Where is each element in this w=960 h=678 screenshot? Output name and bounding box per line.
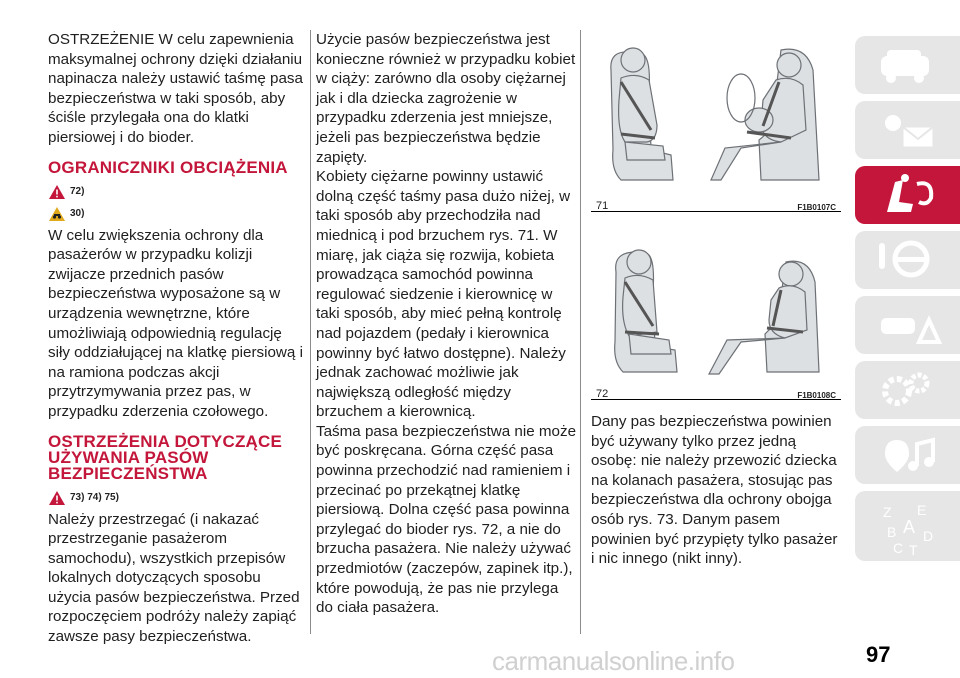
watermark: carmanualsonline.info — [492, 646, 735, 676]
section-heading-belt-warnings: OSTRZEŻENIA DOTYCZĄCE UŻYWANIA PASÓW BEZPIECZEŃSTWA — [48, 431, 283, 483]
section-heading-load-limiters: OGRANICZNIKI OBCIĄŻENIA — [48, 157, 288, 177]
body-paragraph: Użycie pasów bezpieczeństwa jest konieczne również w przypadku kobiet w ciąży: zarówno dla osoby ciężarnej jak i dla dziecka zagrożenie w przypadku zderzenia jest mniejsze, jeżeli pas bezpieczeństwa będzie zapięty. — [316, 31, 576, 166]
pregnant-driver-illustration — [591, 30, 841, 200]
warning-paragraph: OSTRZEŻENIE W celu zapewnienia maksymalnej ochrony dzięki działaniu napinacza należy ustawić taśmę pasa bezpieczeństwa w taki sposób, aby ściśle przylegała ona do klatki piersiowej i do bioder. — [48, 31, 303, 146]
tab-safety[interactable] — [855, 166, 960, 224]
seat-airbag-icon — [873, 172, 943, 218]
figure-caption: 72 F1B0108C — [591, 388, 841, 400]
car-dashboard-icon — [873, 42, 943, 88]
tab-car-dashboard[interactable] — [855, 36, 960, 94]
red-warning-triangle-icon — [48, 490, 66, 506]
index-letters-icon — [873, 497, 943, 557]
body-paragraph: W celu zwiększenia ochrony dla pasażerów w przypadku kolizji zwijacze przednich pasów bezpieczeństwa wyposażone są w urządzenia wewnętrzne, które umożliwiają odpowiednią regulację siły oddziałującej na klatkę piersiową i na ramiona podczas akcji przytrzymywania przez pas, w przypadku zderzenia czołowego. — [48, 226, 303, 420]
svg-text:B: B — [887, 524, 897, 540]
figure-72 — [591, 222, 841, 406]
steering-wheel-icon — [873, 237, 943, 283]
warning-reference: 72) — [48, 182, 306, 202]
svg-text:C: C — [893, 540, 904, 556]
svg-text:D: D — [923, 528, 934, 544]
body-paragraph: Należy przestrzegać (i nakazać przestrzeganie pasażerom samochodu), wszystkich przepisów lokalnych dotyczących sposobu użycia pasów bezpieczeństwa. Przed rozpoczęciem podróży należy zapiąć zawsze pasy bezpieczeństwa. — [48, 510, 300, 646]
svg-text:E: E — [917, 502, 927, 518]
tab-index[interactable] — [855, 491, 960, 561]
body-paragraph: Dany pas bezpieczeństwa powinien być używany tylko przez jedną osobę: nie należy przewozić dziecka na kolanach pasażera, stosując pas bezpieczeństwa dla ochrony obojga osób rys. 73. Danym pasem powinien być przypięty tylko pasażer i nic innego (nikt inny). — [591, 413, 838, 568]
breakdown-triangle-icon — [873, 302, 943, 348]
text-column-3 — [591, 412, 841, 569]
body-paragraph: Kobiety ciężarne powinny ustawić dolną część taśmy pasa dużo niżej, w taki sposób aby przechodziła nad miednicą i pod brzuchem rys. 71. W miarę, jak ciąża się rozwija, kobieta prowadząca samochód powinna regulować siedzenie i kierownicę w taki sposób, aby mieć pełną kontrolę nad pojazdem (pedały i kierownica powinny być łatwo dostępne). Należy jednak zachować możliwie jak największą odległość między brzuchem a kierownicą. — [316, 168, 571, 421]
multimedia-icon — [873, 432, 943, 478]
column-divider — [310, 30, 311, 634]
body-paragraph: Taśma pasa bezpieczeństwa nie może być poskręcana. Górna część pasa powinna przechodzić nad ramieniem i przecinać po przekątnej klatkę piersiową. Dolna część pasa powinna przylegać do bioder rys. 72, a nie do brzucha pasażera. Nie należy używać przedmiotów (zaczepów, zapinek itp.), które powodują, że pas nie przylega do ciała pasażera. — [316, 422, 577, 617]
warning-lights-icon — [873, 107, 943, 153]
page-number: 97 — [866, 642, 891, 667]
tab-emergency[interactable] — [855, 296, 960, 354]
red-warning-triangle-icon — [48, 184, 66, 200]
yellow-caution-icon — [48, 206, 66, 222]
text-column-1 — [48, 30, 306, 647]
tab-warning-lights[interactable] — [855, 101, 960, 159]
svg-text:Z: Z — [883, 504, 892, 520]
tab-multimedia[interactable] — [855, 426, 960, 484]
text-column-2 — [316, 30, 578, 618]
tab-maintenance[interactable] — [855, 361, 960, 419]
caution-reference: 30) — [48, 204, 306, 224]
maintenance-gears-icon — [873, 367, 943, 413]
column-divider — [580, 30, 581, 634]
svg-text:A: A — [903, 517, 916, 537]
seatbelt-position-illustration — [591, 222, 841, 388]
tab-driving[interactable] — [855, 231, 960, 289]
warning-reference: 73) 74) 75) — [48, 488, 306, 508]
svg-text:T: T — [909, 542, 918, 557]
figure-caption: 71 F1B0107C — [591, 200, 841, 212]
figure-71 — [591, 30, 841, 218]
